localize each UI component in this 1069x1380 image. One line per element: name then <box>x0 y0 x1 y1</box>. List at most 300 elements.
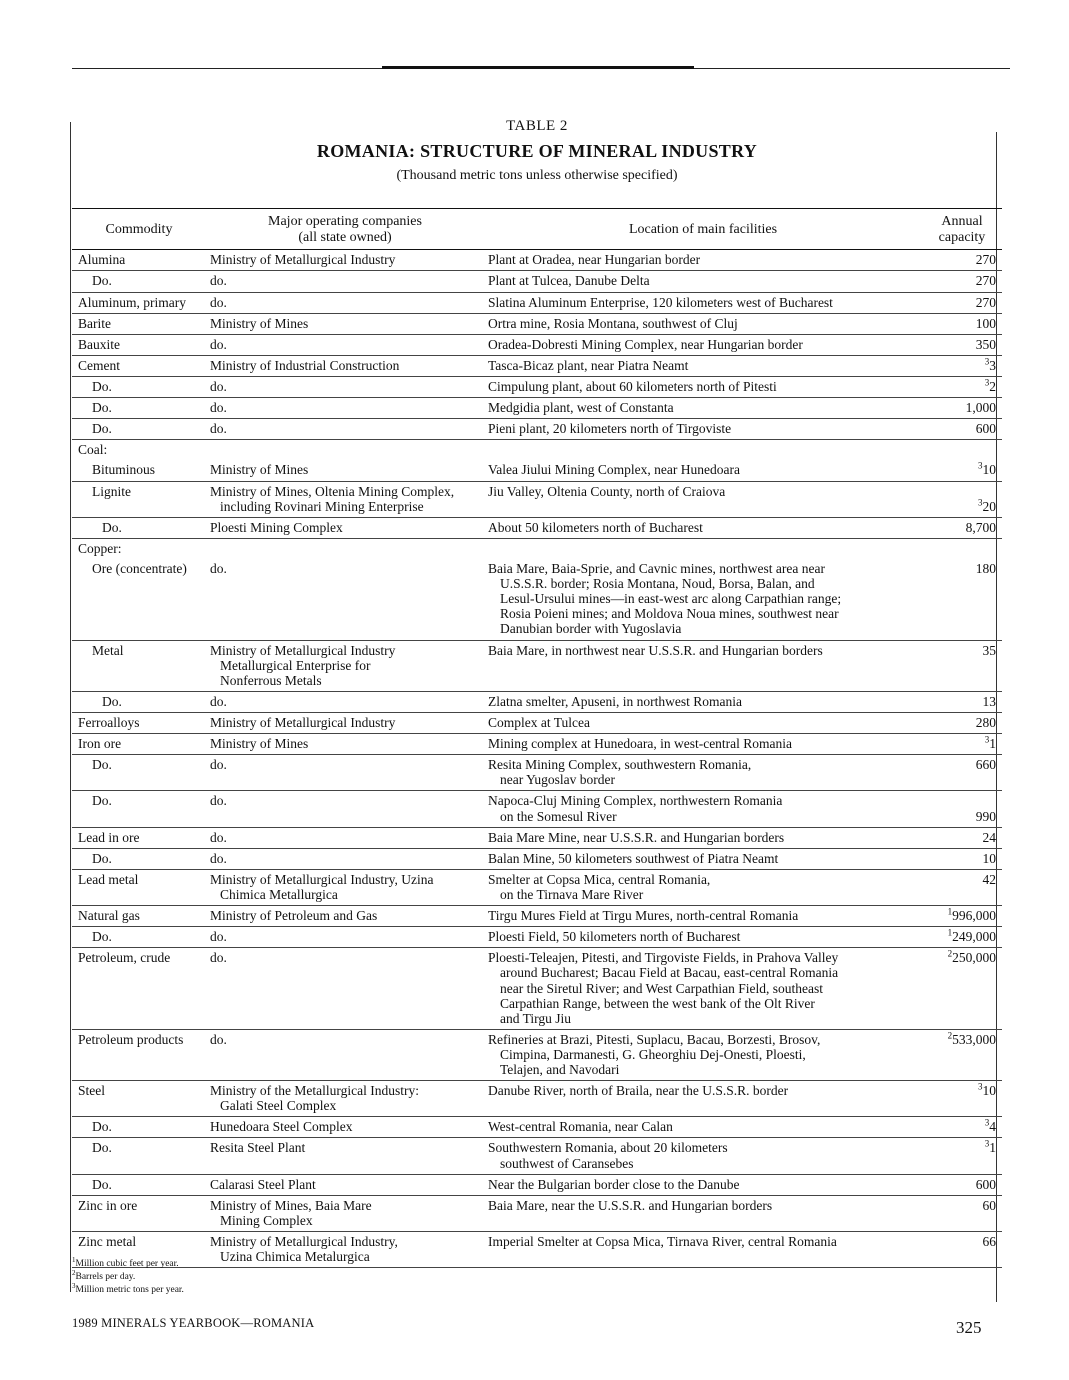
cell-location <box>484 827 922 848</box>
cell-capacity <box>922 791 1002 827</box>
cell-location <box>484 691 922 712</box>
table-row <box>72 927 1002 948</box>
cell-commodity: Bauxite <box>72 334 206 355</box>
capacity-value: 10 <box>982 850 996 866</box>
table-row <box>72 398 1002 419</box>
table-row <box>72 377 1002 398</box>
location-line: Ploesti Field, 50 kilometers north of Bucharest <box>488 929 741 945</box>
location-line: Rosia Poieni mines; and Moldova Noua mines, southwest near <box>500 606 839 622</box>
capacity-value: 660 <box>975 757 996 773</box>
company-line: Ministry of Metallurgical Industry <box>210 252 396 268</box>
col-header-capacity <box>922 209 1002 250</box>
footnote-text: Million metric tons per year. <box>75 1284 184 1295</box>
location-line: Smelter at Copsa Mica, central Romania, <box>488 871 711 887</box>
location-line: Cimpulung plant, about 60 kilometers north of Pitesti <box>488 379 777 394</box>
cell-companies <box>206 419 484 440</box>
cell-capacity <box>922 1138 1002 1174</box>
cell-commodity: Alumina <box>72 250 206 271</box>
cell-capacity <box>922 827 1002 848</box>
footnote-mark: 3 <box>984 377 990 388</box>
cell-location <box>484 538 922 559</box>
cell-capacity <box>922 313 1002 334</box>
capacity-value: 10 <box>982 1083 996 1099</box>
location-line: Balan Mine, 50 kilometers southwest of Piatra Neamt <box>488 850 779 866</box>
company-line: Metallurgical Enterprise for <box>220 657 371 673</box>
col-header-companies <box>206 209 484 250</box>
cell-location <box>484 755 922 791</box>
cell-commodity: Iron ore <box>72 734 206 755</box>
cell-companies <box>206 398 484 419</box>
footnote-mark: 1 <box>947 927 953 938</box>
col-header-companies-line2: (all state owned) <box>298 229 392 245</box>
cell-capacity <box>922 1117 1002 1138</box>
location-line: southwest of Caransebes <box>500 1155 634 1171</box>
cell-companies <box>206 1029 484 1080</box>
capacity-value: 24 <box>982 829 996 845</box>
cell-capacity <box>922 927 1002 948</box>
footnote-mark: 2 <box>947 1030 953 1041</box>
cell-companies <box>206 334 484 355</box>
cell-location <box>484 1174 922 1195</box>
location-line: Zlatna smelter, Apuseni, in northwest Romania <box>488 693 743 709</box>
cell-commodity: Do. <box>72 791 206 827</box>
table-row <box>72 1232 1002 1268</box>
cell-commodity: Do. <box>72 398 206 419</box>
capacity-value: 66 <box>982 1234 996 1250</box>
col-header-companies-line1: Major operating companies <box>268 214 422 229</box>
col-header-capacity-line1: Annual <box>941 214 983 229</box>
cell-commodity: Do. <box>72 419 206 440</box>
table-row <box>72 906 1002 927</box>
cell-location <box>484 250 922 271</box>
cell-companies <box>206 948 484 1030</box>
cell-capacity <box>922 734 1002 755</box>
cell-commodity: Do. <box>72 271 206 292</box>
cell-capacity <box>922 906 1002 927</box>
cell-location <box>484 640 922 691</box>
table-row <box>72 691 1002 712</box>
table-row <box>72 517 1002 538</box>
company-line: Calarasi Steel Plant <box>210 1176 316 1192</box>
location-line: Danube River, north of Braila, near the U.S.S.R. border <box>488 1083 789 1099</box>
company-line: Ministry of Metallurgical Industry <box>210 642 396 658</box>
table-row <box>72 419 1002 440</box>
location-line: Ortra mine, Rosia Montana, southwest of Cluj <box>488 315 738 331</box>
cell-companies <box>206 250 484 271</box>
footnote <box>72 1281 184 1297</box>
capacity-value: 600 <box>975 1176 996 1192</box>
company-line: Ministry of Mines <box>210 736 309 752</box>
cell-commodity: Do. <box>72 517 206 538</box>
location-line: Tasca-Bicaz plant, near Piatra Neamt <box>488 357 689 373</box>
company-line: Chimica Metallurgica <box>220 886 338 902</box>
table-row <box>72 481 1002 517</box>
cell-companies <box>206 377 484 398</box>
footnote-number: 1 <box>72 1255 76 1264</box>
cell-capacity <box>922 640 1002 691</box>
capacity-value: 250,000 <box>952 950 996 966</box>
company-line: Ploesti Mining Complex <box>210 519 343 535</box>
cell-location <box>484 906 922 927</box>
footnotes <box>72 1255 184 1296</box>
company-line: do. <box>210 950 227 966</box>
table-row <box>72 271 1002 292</box>
location-line: Baia Mare, near the U.S.S.R. and Hungarian borders <box>488 1197 773 1213</box>
capacity-value: 180 <box>975 560 996 576</box>
cell-companies <box>206 481 484 517</box>
footnote-mark: 3 <box>984 1117 990 1128</box>
capacity-value: 4 <box>989 1119 996 1135</box>
cell-capacity <box>922 1195 1002 1231</box>
table-row <box>72 827 1002 848</box>
capacity-value: 8,700 <box>965 519 996 535</box>
company-line: do. <box>210 829 227 845</box>
table-row <box>72 460 1002 481</box>
company-line: Mining Complex <box>220 1212 313 1228</box>
col-header-commodity: Commodity <box>72 209 206 250</box>
footnote-mark: 3 <box>978 497 983 508</box>
cell-commodity: Ferroalloys <box>72 712 206 733</box>
location-line: Near the Bulgarian border close to the Danube <box>488 1176 740 1192</box>
capacity-value: 249,000 <box>952 929 996 945</box>
cell-location <box>484 398 922 419</box>
table-header-row <box>72 209 1002 250</box>
location-line: Baia Mare, in northwest near U.S.S.R. and Hungarian borders <box>488 642 823 658</box>
capacity-value: 350 <box>975 336 996 352</box>
location-line: Lesul-Ursului mines—in east-west arc along Carpathian range; <box>500 591 842 607</box>
table-row <box>72 355 1002 376</box>
location-line: Baia Mare Mine, near U.S.S.R. and Hungarian borders <box>488 829 785 845</box>
capacity-value: 533,000 <box>952 1031 996 1047</box>
footnote-mark: 3 <box>984 1138 990 1149</box>
location-line: around Bucharest; Bacau Field at Bacau, east-central Romania <box>500 965 839 981</box>
cell-companies <box>206 869 484 905</box>
capacity-value: 2 <box>989 379 996 394</box>
cell-location <box>484 1232 922 1268</box>
company-line: do. <box>210 294 227 310</box>
location-line: near the Siretul River; and West Carpathian Field, southeast <box>500 980 823 996</box>
location-line: Plant at Oradea, near Hungarian border <box>488 252 701 268</box>
cell-location <box>484 1029 922 1080</box>
cell-companies <box>206 559 484 640</box>
cell-commodity: Lead metal <box>72 869 206 905</box>
location-line: Danubian border with Yugoslavia <box>500 621 682 637</box>
cell-location <box>484 559 922 640</box>
capacity-value: 100 <box>975 315 996 331</box>
capacity-value: 280 <box>975 714 996 730</box>
location-line: Slatina Aluminum Enterprise, 120 kilometers west of Bucharest <box>488 294 833 310</box>
cell-commodity: Do. <box>72 1138 206 1174</box>
cell-commodity: Lignite <box>72 481 206 517</box>
table-row <box>72 1117 1002 1138</box>
footnote-text: Barrels per day. <box>75 1271 136 1282</box>
location-line: Tirgu Mures Field at Tirgu Mures, north-central Romania <box>488 908 799 924</box>
capacity-value: 13 <box>982 693 996 709</box>
cell-companies <box>206 271 484 292</box>
cell-companies <box>206 517 484 538</box>
company-line: do. <box>210 379 227 394</box>
cell-capacity <box>922 712 1002 733</box>
footnote-number: 3 <box>72 1281 76 1290</box>
cell-commodity: Do. <box>72 377 206 398</box>
cell-capacity <box>922 869 1002 905</box>
table-header <box>72 118 1002 184</box>
location-line: Mining complex at Hunedoara, in west-central Romania <box>488 736 793 752</box>
top-rule-accent <box>382 66 694 69</box>
cell-commodity: Steel <box>72 1081 206 1117</box>
table-row <box>72 538 1002 559</box>
cell-capacity <box>922 481 1002 517</box>
location-line: Medgidia plant, west of Constanta <box>488 400 674 416</box>
cell-commodity: Lead in ore <box>72 827 206 848</box>
location-line: Pieni plant, 20 kilometers north of Tirgoviste <box>488 421 732 437</box>
table-row <box>72 640 1002 691</box>
location-line: Complex at Tulcea <box>488 714 590 730</box>
company-line: do. <box>210 793 227 809</box>
cell-capacity <box>922 292 1002 313</box>
table-row <box>72 1195 1002 1231</box>
table-row <box>72 712 1002 733</box>
page-number: 325 <box>956 1318 982 1337</box>
cell-companies <box>206 640 484 691</box>
cell-commodity: Do. <box>72 755 206 791</box>
cell-location <box>484 292 922 313</box>
company-line: Ministry of Mines <box>210 462 309 478</box>
location-line: Imperial Smelter at Copsa Mica, Tirnava River, central Romania <box>488 1234 837 1250</box>
table-row <box>72 848 1002 869</box>
footnote-mark: 2 <box>947 948 953 959</box>
location-line: Cimpina, Darmanesti, G. Gheorghiu Dej-Onesti, Ploesti, <box>500 1046 806 1062</box>
cell-capacity <box>922 538 1002 559</box>
capacity-value: 1,000 <box>965 400 996 416</box>
cell-location <box>484 1117 922 1138</box>
table-row <box>72 791 1002 827</box>
cell-commodity: Do. <box>72 927 206 948</box>
cell-location <box>484 355 922 376</box>
cell-commodity: Coal: <box>78 442 108 458</box>
location-line: Napoca-Cluj Mining Complex, northwestern Romania <box>488 793 783 809</box>
cell-capacity <box>922 559 1002 640</box>
cell-location <box>484 734 922 755</box>
left-margin-line <box>70 122 71 1292</box>
cell-commodity: Zinc metal <box>72 1232 206 1268</box>
company-line: do. <box>210 929 227 945</box>
location-line: Valea Jiului Mining Complex, near Hunedoara <box>488 462 740 478</box>
location-line: Carpathian Range, between the west bank of the Olt River <box>500 995 815 1011</box>
cell-location <box>484 313 922 334</box>
cell-commodity: Do. <box>72 691 206 712</box>
location-line: Refineries at Brazi, Pitesti, Suplacu, Bacau, Borzesti, Brosov, <box>488 1031 821 1047</box>
company-line: do. <box>210 560 227 576</box>
cell-location <box>484 869 922 905</box>
location-line: U.S.S.R. border; Rosia Montana, Noud, Borsa, Balan, and <box>500 576 815 592</box>
cell-location <box>484 1138 922 1174</box>
cell-location <box>484 481 922 517</box>
table-row <box>72 1029 1002 1080</box>
table-row <box>72 440 1002 461</box>
location-line: Resita Mining Complex, southwestern Romania, <box>488 757 752 773</box>
footer-publication: 1989 MINERALS YEARBOOK—ROMANIA <box>72 1316 315 1330</box>
company-line: do. <box>210 850 227 866</box>
location-line: Telajen, and Navodari <box>500 1062 620 1078</box>
cell-companies <box>206 313 484 334</box>
cell-location <box>484 1081 922 1117</box>
cell-capacity <box>922 271 1002 292</box>
cell-capacity <box>922 948 1002 1030</box>
footnote <box>72 1255 184 1271</box>
cell-location <box>484 791 922 827</box>
cell-location <box>484 460 922 481</box>
company-line: Galati Steel Complex <box>220 1098 337 1114</box>
cell-commodity: Metal <box>72 640 206 691</box>
company-line: Ministry of Industrial Construction <box>210 357 400 373</box>
cell-capacity <box>922 1029 1002 1080</box>
table-row <box>72 869 1002 905</box>
cell-commodity: Petroleum, crude <box>72 948 206 1030</box>
footnote-mark: 3 <box>978 460 983 471</box>
cell-companies <box>206 691 484 712</box>
cell-companies <box>206 355 484 376</box>
company-line: do. <box>210 400 227 416</box>
cell-capacity <box>922 419 1002 440</box>
company-line: Ministry of Mines, Oltenia Mining Complex, <box>210 483 455 499</box>
cell-companies <box>206 538 484 559</box>
cell-capacity <box>922 1232 1002 1268</box>
location-line: near Yugoslav border <box>500 772 615 788</box>
company-line: including Rovinari Mining Enterprise <box>220 498 424 514</box>
table-row <box>72 313 1002 334</box>
capacity-value: 270 <box>975 252 996 268</box>
cell-capacity <box>922 250 1002 271</box>
cell-capacity <box>922 755 1002 791</box>
cell-companies <box>206 755 484 791</box>
cell-companies <box>206 292 484 313</box>
location-line: Baia Mare, Baia-Sprie, and Cavnic mines, northwest area near <box>488 560 825 576</box>
capacity-value: 42 <box>982 871 996 887</box>
table-subtitle: (Thousand metric tons unless otherwise specified) <box>396 168 678 183</box>
company-line: do. <box>210 693 227 709</box>
cell-capacity <box>922 355 1002 376</box>
cell-location <box>484 517 922 538</box>
company-line: do. <box>210 1031 227 1047</box>
cell-capacity <box>922 377 1002 398</box>
table-row <box>72 250 1002 271</box>
cell-capacity <box>922 1081 1002 1117</box>
company-line: do. <box>210 421 227 437</box>
cell-capacity <box>922 460 1002 481</box>
footnote-mark: 1 <box>947 906 953 917</box>
cell-companies <box>206 1117 484 1138</box>
location-line: Oradea-Dobresti Mining Complex, near Hungarian border <box>488 336 803 352</box>
cell-location <box>484 271 922 292</box>
company-line: Ministry of Metallurgical Industry, Uzina <box>210 871 434 887</box>
footnote-mark: 3 <box>978 1081 983 1092</box>
capacity-value: 10 <box>982 462 996 478</box>
cell-companies <box>206 712 484 733</box>
capacity-value: 35 <box>982 642 996 658</box>
table-row <box>72 334 1002 355</box>
footnote-mark: 3 <box>984 734 990 745</box>
cell-companies <box>206 827 484 848</box>
location-line: Jiu Valley, Oltenia County, north of Craiova <box>488 483 726 499</box>
capacity-value: 1 <box>989 736 996 752</box>
table-label: TABLE 2 <box>506 118 568 134</box>
company-line: Nonferrous Metals <box>220 672 322 688</box>
location-line: Ploesti-Teleajen, Pitesti, and Tirgoviste Fields, in Prahova Valley <box>488 950 839 966</box>
capacity-value: 600 <box>975 421 996 437</box>
cell-companies <box>206 927 484 948</box>
location-line: About 50 kilometers north of Bucharest <box>488 519 703 535</box>
table-row <box>72 559 1002 640</box>
cell-commodity: Ore (concentrate) <box>72 559 206 640</box>
company-line: Uzina Chimica Metalurgica <box>220 1249 370 1265</box>
cell-capacity <box>922 398 1002 419</box>
table-row <box>72 755 1002 791</box>
cell-commodity: Do. <box>72 848 206 869</box>
cell-companies <box>206 791 484 827</box>
cell-companies <box>206 1081 484 1117</box>
cell-companies <box>206 1232 484 1268</box>
cell-location <box>484 948 922 1030</box>
capacity-value: 1 <box>989 1140 996 1156</box>
capacity-value: 996,000 <box>952 908 996 924</box>
mineral-industry-table <box>72 208 1002 1268</box>
cell-location <box>484 848 922 869</box>
cell-companies <box>206 460 484 481</box>
cell-commodity: Barite <box>72 313 206 334</box>
cell-capacity <box>922 440 1002 461</box>
cell-commodity: Natural gas <box>72 906 206 927</box>
capacity-value: 20 <box>982 498 996 514</box>
table-row <box>72 292 1002 313</box>
cell-companies <box>206 1138 484 1174</box>
capacity-value: 990 <box>975 808 996 824</box>
cell-location <box>484 712 922 733</box>
capacity-value: 60 <box>982 1197 996 1213</box>
cell-commodity: Aluminum, primary <box>72 292 206 313</box>
table-row <box>72 1081 1002 1117</box>
cell-commodity: Do. <box>72 1117 206 1138</box>
cell-capacity <box>922 848 1002 869</box>
cell-location <box>484 377 922 398</box>
cell-companies <box>206 1174 484 1195</box>
cell-companies <box>206 440 484 461</box>
company-line: Ministry of Metallurgical Industry <box>210 714 396 730</box>
company-line: Ministry of the Metallurgical Industry: <box>210 1083 419 1099</box>
capacity-value: 270 <box>975 273 996 289</box>
footnote-mark: 3 <box>984 356 990 367</box>
location-line: Southwestern Romania, about 20 kilometers <box>488 1140 728 1156</box>
cell-location <box>484 334 922 355</box>
cell-commodity: Bituminous <box>72 460 206 481</box>
cell-capacity <box>922 691 1002 712</box>
company-line: Ministry of Petroleum and Gas <box>210 908 378 924</box>
cell-commodity: Cement <box>72 355 206 376</box>
footnote-text: Million cubic feet per year. <box>75 1259 179 1269</box>
cell-companies <box>206 848 484 869</box>
company-line: Ministry of Metallurgical Industry, <box>210 1234 398 1250</box>
cell-commodity: Do. <box>72 1174 206 1195</box>
location-line: West-central Romania, near Calan <box>488 1119 673 1135</box>
table-row <box>72 948 1002 1030</box>
table-row <box>72 734 1002 755</box>
cell-commodity: Petroleum products <box>72 1029 206 1080</box>
company-line: Resita Steel Plant <box>210 1140 306 1156</box>
location-line: and Tirgu Jiu <box>500 1010 572 1026</box>
table-body <box>72 250 1002 1268</box>
company-line: do. <box>210 336 227 352</box>
cell-commodity: Copper: <box>78 540 122 556</box>
